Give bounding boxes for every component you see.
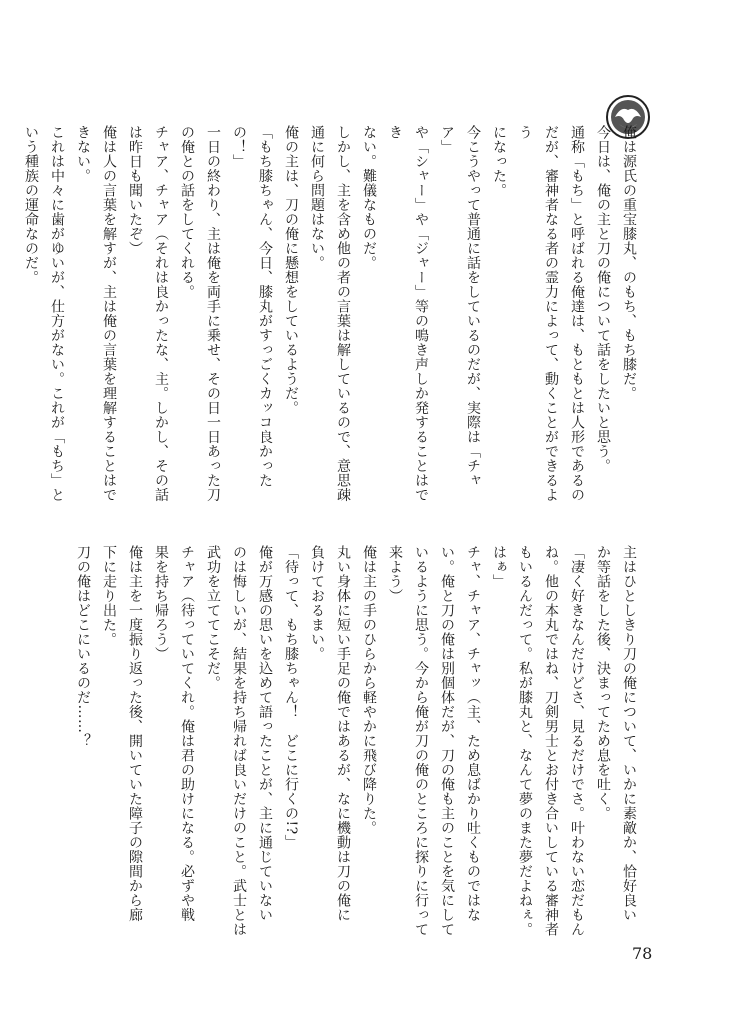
- text-line: 通称「もち」と呼ばれる俺達は、もともとは人形であるの: [569, 125, 585, 502]
- text-line: 「待って、もち膝ちゃん！ どこに行くの!?」: [283, 545, 299, 850]
- text-line: いう種族の運命なのだ。: [23, 125, 39, 285]
- text-line: 今こうやって普通に話をしているのだが、実際は「チャア」: [439, 125, 481, 488]
- text-line: 俺は主を一度振り返った後、開いていた障子の隙間から廊: [127, 545, 143, 922]
- text-line: 俺は源氏の重宝膝丸、のもち、もち膝だ。: [621, 125, 637, 401]
- text-line: チャア、チャア（それは良かったな、主。しかし、その話: [153, 125, 169, 502]
- text-line: 「もち膝ちゃん、今日、膝丸がすっごくカッコ良かったの！」: [231, 125, 273, 488]
- text-line: 下に走り出た。: [101, 545, 117, 647]
- text-line: は昨日も聞いたぞ）: [127, 125, 143, 256]
- text-line: の俺との話をしてくれる。: [179, 125, 195, 299]
- text-line: い。俺と刀の俺は別個体だが、刀の俺も主のことを気にして: [439, 545, 455, 937]
- text-line: や「シャー」や「ジャー」等の鳴き声しか発することはでき: [387, 125, 429, 502]
- text-line: 刀の俺はどこにいるのだ……？: [75, 545, 91, 748]
- page-number: 78: [632, 944, 653, 963]
- text-line: のは悔しいが、結果を持ち帰れば良いだけのこと。武士とは: [231, 545, 247, 937]
- text-line: しかし、主を含め他の者の言葉は解しているので、意思疎: [335, 125, 351, 502]
- text-line: 来よう）: [387, 545, 403, 603]
- text-line: 俺の主は、刀の俺に懸想をしているようだ。: [283, 125, 299, 415]
- text-line: これは中々に歯がゆいが、仕方がない。これが「もち」と: [49, 125, 65, 502]
- text-line: もいるんだって。私が膝丸と、なんて夢のまた夢だよねぇ。: [517, 545, 533, 937]
- text-line: 「凄く好きなんだけどさ、見るだけでさ。叶わない恋だもん: [569, 545, 585, 937]
- text-line: 一日の終わり、主は俺を両手に乗せ、その日一日あった刀: [205, 125, 221, 502]
- text-line: だが、審神者なる者の霊力によって、動くことができるよう: [517, 125, 559, 502]
- text-line: チャア（待っていてくれ。俺は君の助けになる。必ずや戦: [179, 545, 195, 922]
- text-line: 丸い身体に短い手足の俺ではあるが、なに機動は刀の俺に: [335, 545, 351, 922]
- text-line: 今日は、俺の主と刀の俺について話をしたいと思う。: [595, 125, 611, 473]
- text-line: はぁ」: [491, 545, 507, 589]
- text-line: 俺は主の手のひらから軽やかに飛び降りた。: [361, 545, 377, 835]
- upper-text-section: [18, 125, 642, 505]
- text-line: 主はひとしきり刀の俺について、いかに素敵か、恰好良い: [621, 545, 637, 922]
- text-line: ね。他の本丸ではね、刀剣男士とお付き合いしている審神者: [543, 545, 559, 937]
- text-line: 俺は人の言葉を解すが、主は俺の言葉を理解することはで: [101, 125, 117, 502]
- text-line: 俺が万感の思いを込めて語ったことが、主に通じていない: [257, 545, 273, 922]
- text-line: 通に何ら問題はない。: [309, 125, 325, 270]
- text-line: 果を持ち帰ろう）: [153, 545, 169, 661]
- text-line: になった。: [491, 125, 507, 198]
- text-line: 武功を立ててこそだ。: [205, 545, 221, 690]
- text-line: いるように思う。今から俺が刀の俺のところに探りに行って: [413, 545, 429, 937]
- text-line: ない。難儀なものだ。: [361, 125, 377, 270]
- text-line: か等話をした後、決まってため息を吐く。: [595, 545, 611, 821]
- text-line: 負けておるまい。: [309, 545, 325, 661]
- text-line: チャ、チャア、チャッ（主、ため息ばかり吐くものではな: [465, 545, 481, 922]
- lower-text-section: [70, 545, 642, 945]
- text-line: きない。: [75, 125, 91, 183]
